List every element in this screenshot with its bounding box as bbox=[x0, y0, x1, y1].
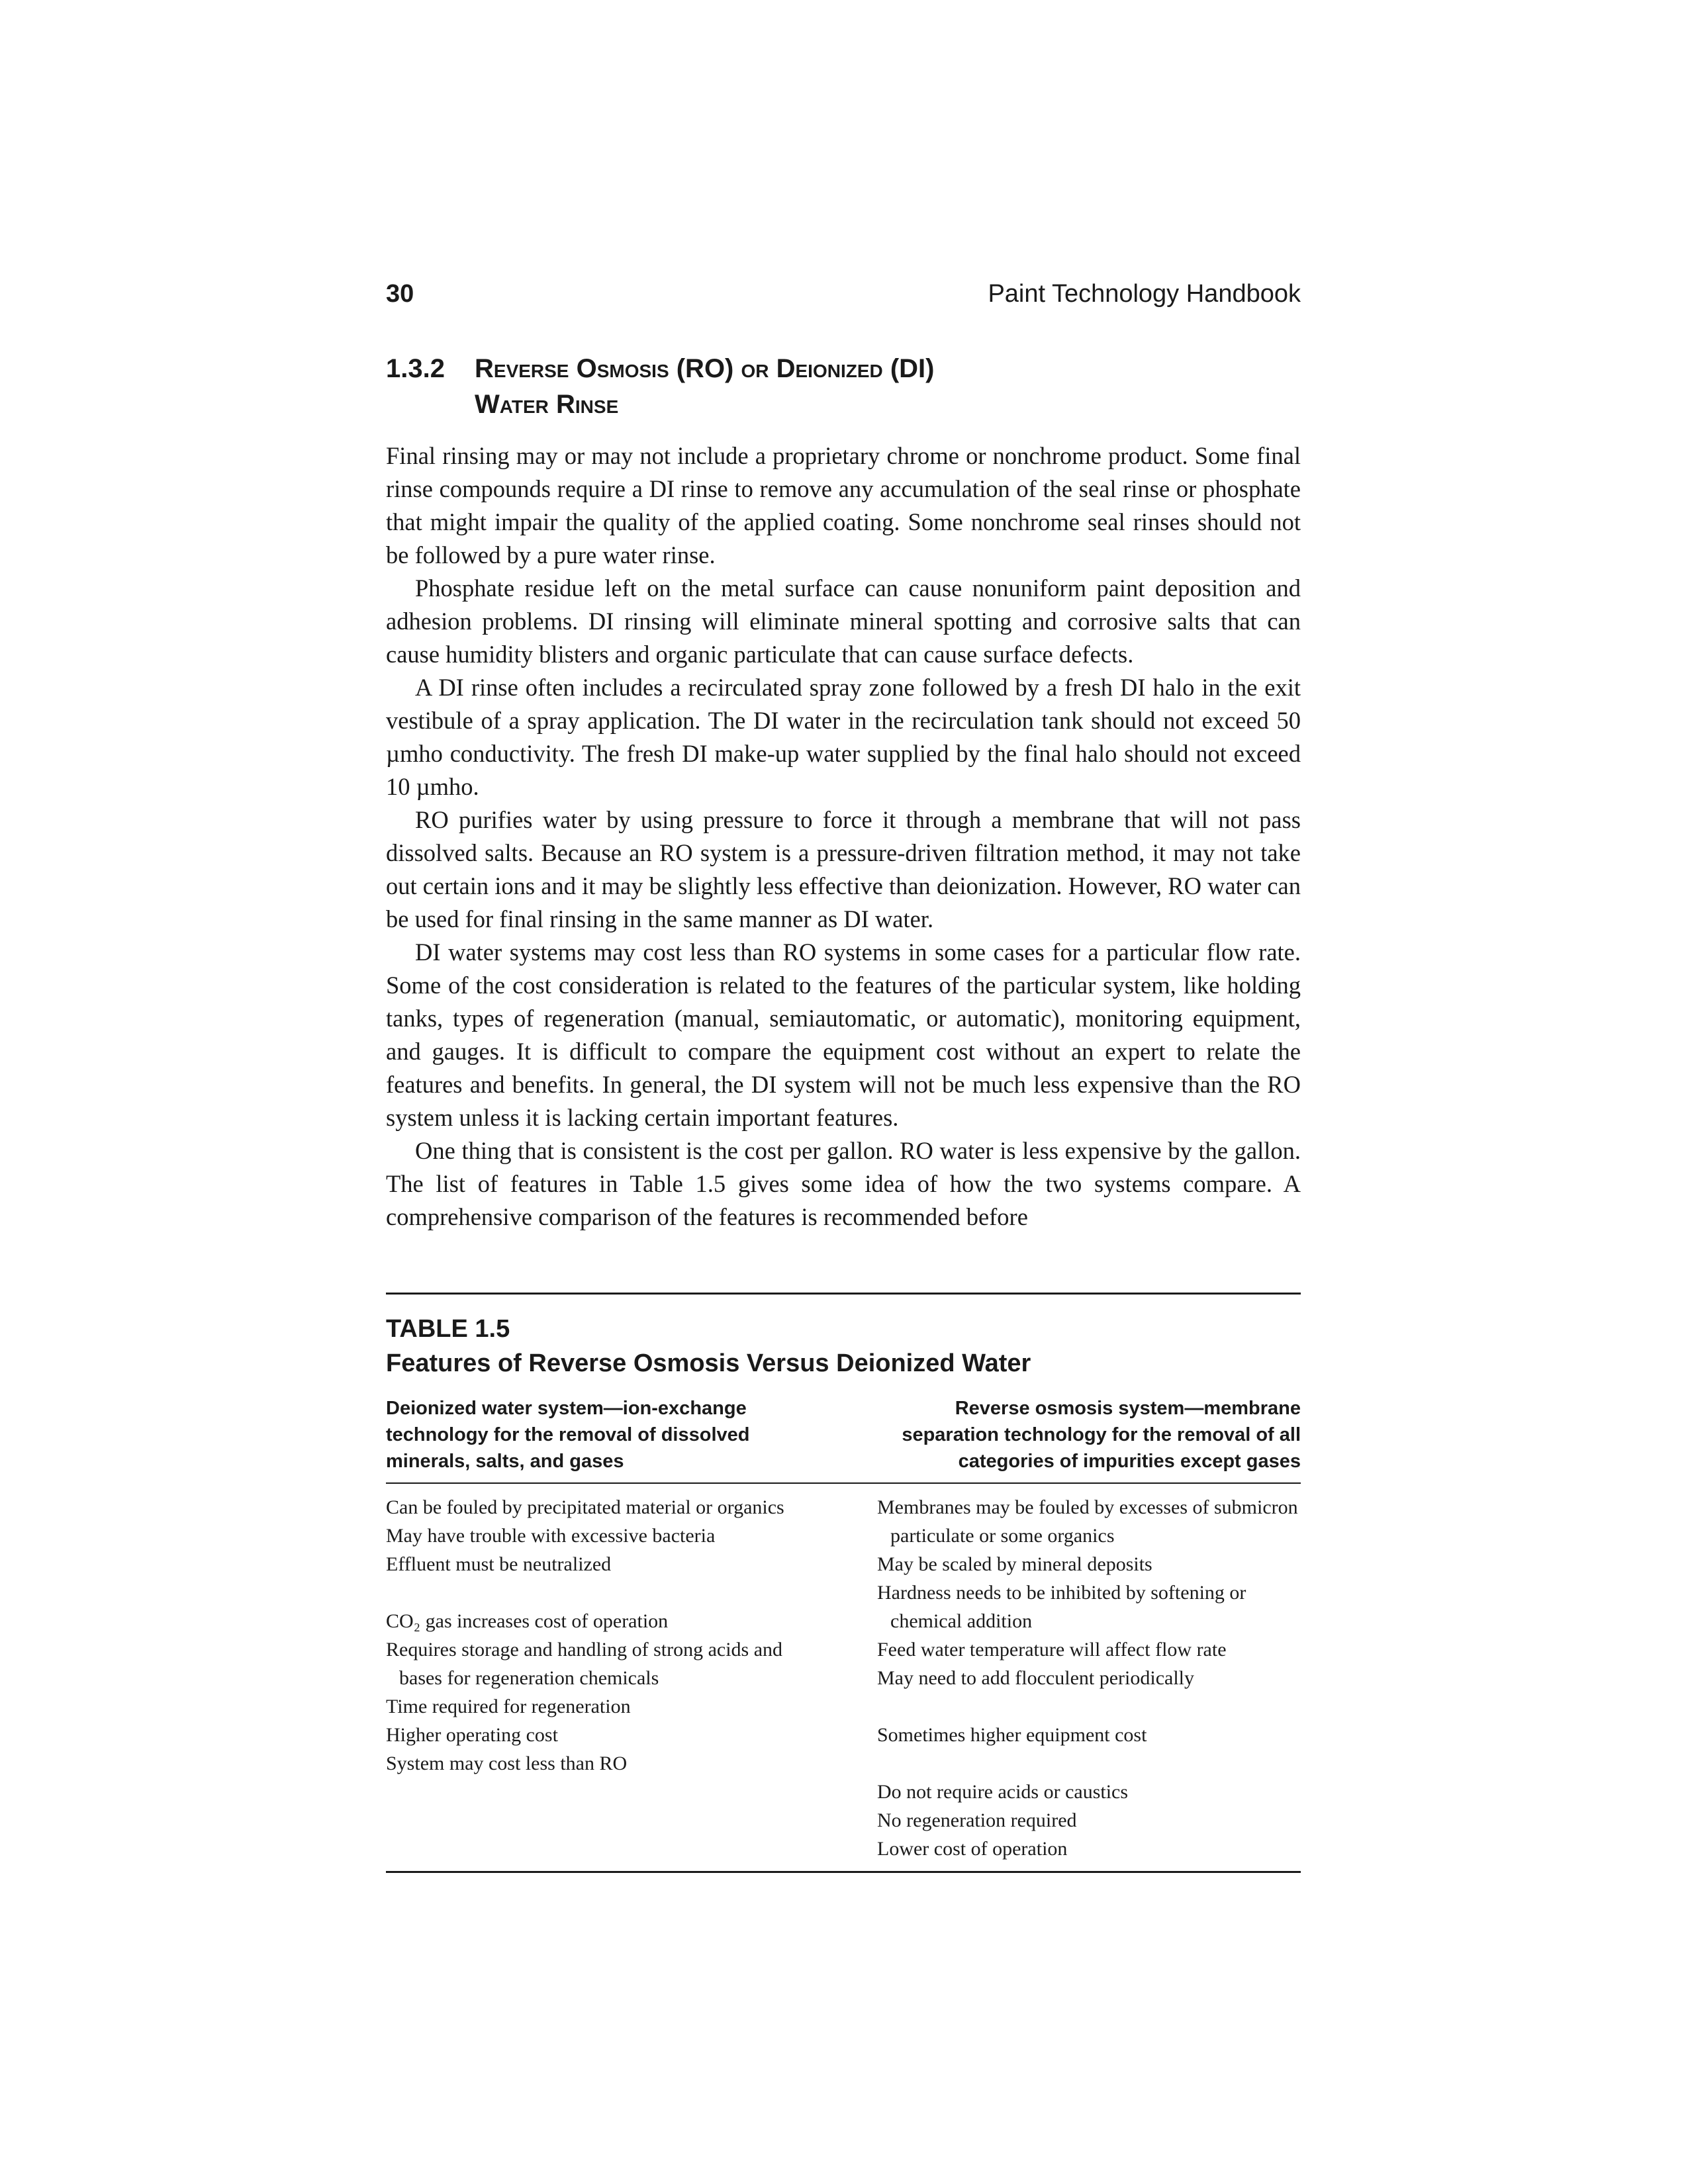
reverse-osmosis-features-column bbox=[877, 1484, 1301, 1863]
table-header-deionized: Deionized water system—ion-exchange technology for the removal of dissolved minerals, salts, and gases bbox=[386, 1395, 877, 1484]
table-cell-ro: No regeneration required bbox=[877, 1809, 1077, 1831]
paragraph: RO purifies water by using pressure to force it through a membrane that will not pass dissolved salts. Because an RO system is a pressure-driven filtration method, it may not take out certain ions and it may be slightly less effective than deionization. However, RO water can be used for final rinsing in the same manner as DI water. bbox=[386, 806, 1301, 933]
row-spacer bbox=[386, 1578, 877, 1607]
table-cell-ro: Do not require acids or caustics bbox=[877, 1781, 1129, 1803]
table-cell-di: Effluent must be neutralized bbox=[386, 1553, 612, 1575]
paragraph: Final rinsing may or may not include a proprietary chrome or nonchrome product. Some final rinse compounds require a DI rinse to remove any accumulation of the seal rinse or phosphate that might impair the quality of the applied coating. Some nonchrome seal rinses should not be followed by a pure water rinse. bbox=[386, 442, 1301, 569]
table-cell-ro: Hardness needs to be inhibited by softening or chemical addition bbox=[877, 1582, 1246, 1632]
book-title: Paint Technology Handbook bbox=[988, 280, 1301, 308]
table-label: TABLE 1.5 bbox=[386, 1315, 510, 1343]
running-header bbox=[386, 278, 1301, 310]
table-cell-ro: Lower cost of operation bbox=[877, 1838, 1068, 1860]
section-number: 1.3.2 bbox=[386, 354, 445, 383]
table-cell-ro: Membranes may be fouled by excesses of submicron particulate or some organics bbox=[877, 1496, 1298, 1547]
table-caption: Features of Reverse Osmosis Versus Deionized Water bbox=[386, 1349, 1031, 1377]
table-cell-di: Time required for regeneration bbox=[386, 1696, 631, 1717]
row-spacer bbox=[877, 1692, 1301, 1721]
section-title bbox=[475, 351, 934, 422]
paragraph: DI water systems may cost less than RO systems in some cases for a particular flow rate. Some of the cost consideration is related to the features of the particular system, like holding tanks, types of regeneration (manual, semiautomatic, or automatic), monitoring equipment, and gauges. It is difficult to compare the equipment cost without an expert to relate the features and benefits. In general, the DI system will not be much less expensive than the RO system unless it is lacking certain important features. bbox=[386, 938, 1301, 1131]
table-cell-di: May have trouble with excessive bacteria bbox=[386, 1525, 716, 1547]
paragraph: One thing that is consistent is the cost per gallon. RO water is less expensive by the gallon. The list of features in Table 1.5 gives some idea of how the two systems compare. A comprehensive comparison of the features is recommended before bbox=[386, 1137, 1301, 1230]
table-cell-di: System may cost less than RO bbox=[386, 1752, 628, 1774]
body-text bbox=[386, 439, 1301, 1234]
table-cell-di: CO₂ gas increases cost of operation bbox=[386, 1610, 669, 1632]
page-number: 30 bbox=[386, 280, 414, 308]
table-cell-ro: Sometimes higher equipment cost bbox=[877, 1724, 1147, 1746]
table-cell-ro: May need to add flocculent periodically bbox=[877, 1667, 1194, 1689]
deionized-features-column bbox=[386, 1484, 877, 1863]
section-title-line-2: Water Rinse bbox=[475, 390, 619, 419]
table-header-reverse-osmosis: Reverse osmosis system—membrane separation technology for the removal of all categories of impurities except gases bbox=[877, 1395, 1301, 1484]
features-table bbox=[386, 1293, 1301, 1873]
page bbox=[386, 278, 1301, 1860]
paragraph: A DI rinse often includes a recirculated spray zone followed by a fresh DI halo in the exit vestibule of a spray application. The DI water in the recirculation tank should not exceed 50 µmho conductivity. The fresh DI make-up water supplied by the final halo should not exceed 10 µmho. bbox=[386, 674, 1301, 800]
table-cell-ro: May be scaled by mineral deposits bbox=[877, 1553, 1152, 1575]
table-cell-di: Can be fouled by precipitated material or organics bbox=[386, 1496, 784, 1518]
table-cell-di: Requires storage and handling of strong acids and bases for regeneration chemicals bbox=[386, 1639, 783, 1689]
table-cell-di: Higher operating cost bbox=[386, 1724, 558, 1746]
table-cell-ro: Feed water temperature will affect flow rate bbox=[877, 1639, 1227, 1661]
row-spacer bbox=[877, 1749, 1301, 1778]
section-heading bbox=[386, 351, 1301, 422]
section-title-line-1: Reverse Osmosis (RO) or Deionized (DI) bbox=[475, 354, 935, 383]
paragraph: Phosphate residue left on the metal surface can cause nonuniform paint deposition and adhesion problems. DI rinsing will eliminate mineral spotting and corrosive salts that can cause humidity blisters and organic particulate that can cause surface defects. bbox=[386, 574, 1301, 668]
table-grid bbox=[386, 1395, 1301, 1863]
